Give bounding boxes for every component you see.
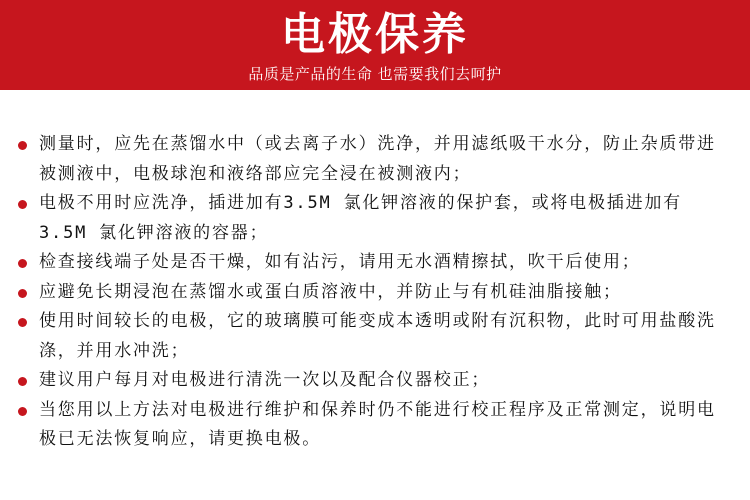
bullet-dot-icon (18, 259, 27, 268)
page-subtitle: 品质是产品的生命 也需要我们去呵护 (248, 65, 502, 83)
bullet-dot-icon (18, 407, 27, 416)
list-item (0, 189, 719, 248)
list-item-text: 检查接线端子处是否干燥，如有沾污，请用无水酒精擦拭，吹干后使用； (39, 252, 641, 272)
list-item-text: 当您用以上方法对电极进行维护和保养时仍不能进行校正程序及正常测定，说明电极已无法恢复响应，请更换电极。 (39, 399, 716, 449)
page-title: 电极保养 (281, 9, 469, 60)
bullet-dot-icon (18, 200, 27, 209)
bullet-dot-icon (18, 141, 27, 150)
bullet-dot-icon (18, 289, 27, 298)
list-item-text: 使用时间较长的电极，它的玻璃膜可能变成本透明或附有沉积物，此时可用盐酸洗涤，并用水冲洗； (39, 311, 716, 361)
header-banner (0, 0, 750, 90)
list-item (0, 396, 719, 455)
list-item-text: 应避免长期浸泡在蒸馏水或蛋白质溶液中，并防止与有机硅油脂接触； (39, 281, 622, 302)
list-item (0, 278, 719, 308)
list-item (0, 248, 719, 278)
maintenance-list (0, 130, 750, 455)
list-item-text: 测量时，应先在蒸馏水中（或去离子水）洗净，并用滤纸吸干水分，防止杂质带进被测液中，电极球泡和液络部应完全浸在被测液内； (39, 134, 716, 184)
list-item (0, 307, 719, 366)
list-item-text: 建议用户每月对电极进行清洗一次以及配合仪器校正； (39, 370, 491, 390)
list-item (0, 366, 719, 396)
list-item-text: 电极不用时应洗净，插进加有3.5M 氯化钾溶液的保护套，或将电极插进加有3.5M 氯化钾溶液的容器； (39, 193, 682, 243)
bullet-dot-icon (18, 318, 27, 327)
list-item (0, 130, 719, 189)
bullet-dot-icon (18, 377, 27, 386)
